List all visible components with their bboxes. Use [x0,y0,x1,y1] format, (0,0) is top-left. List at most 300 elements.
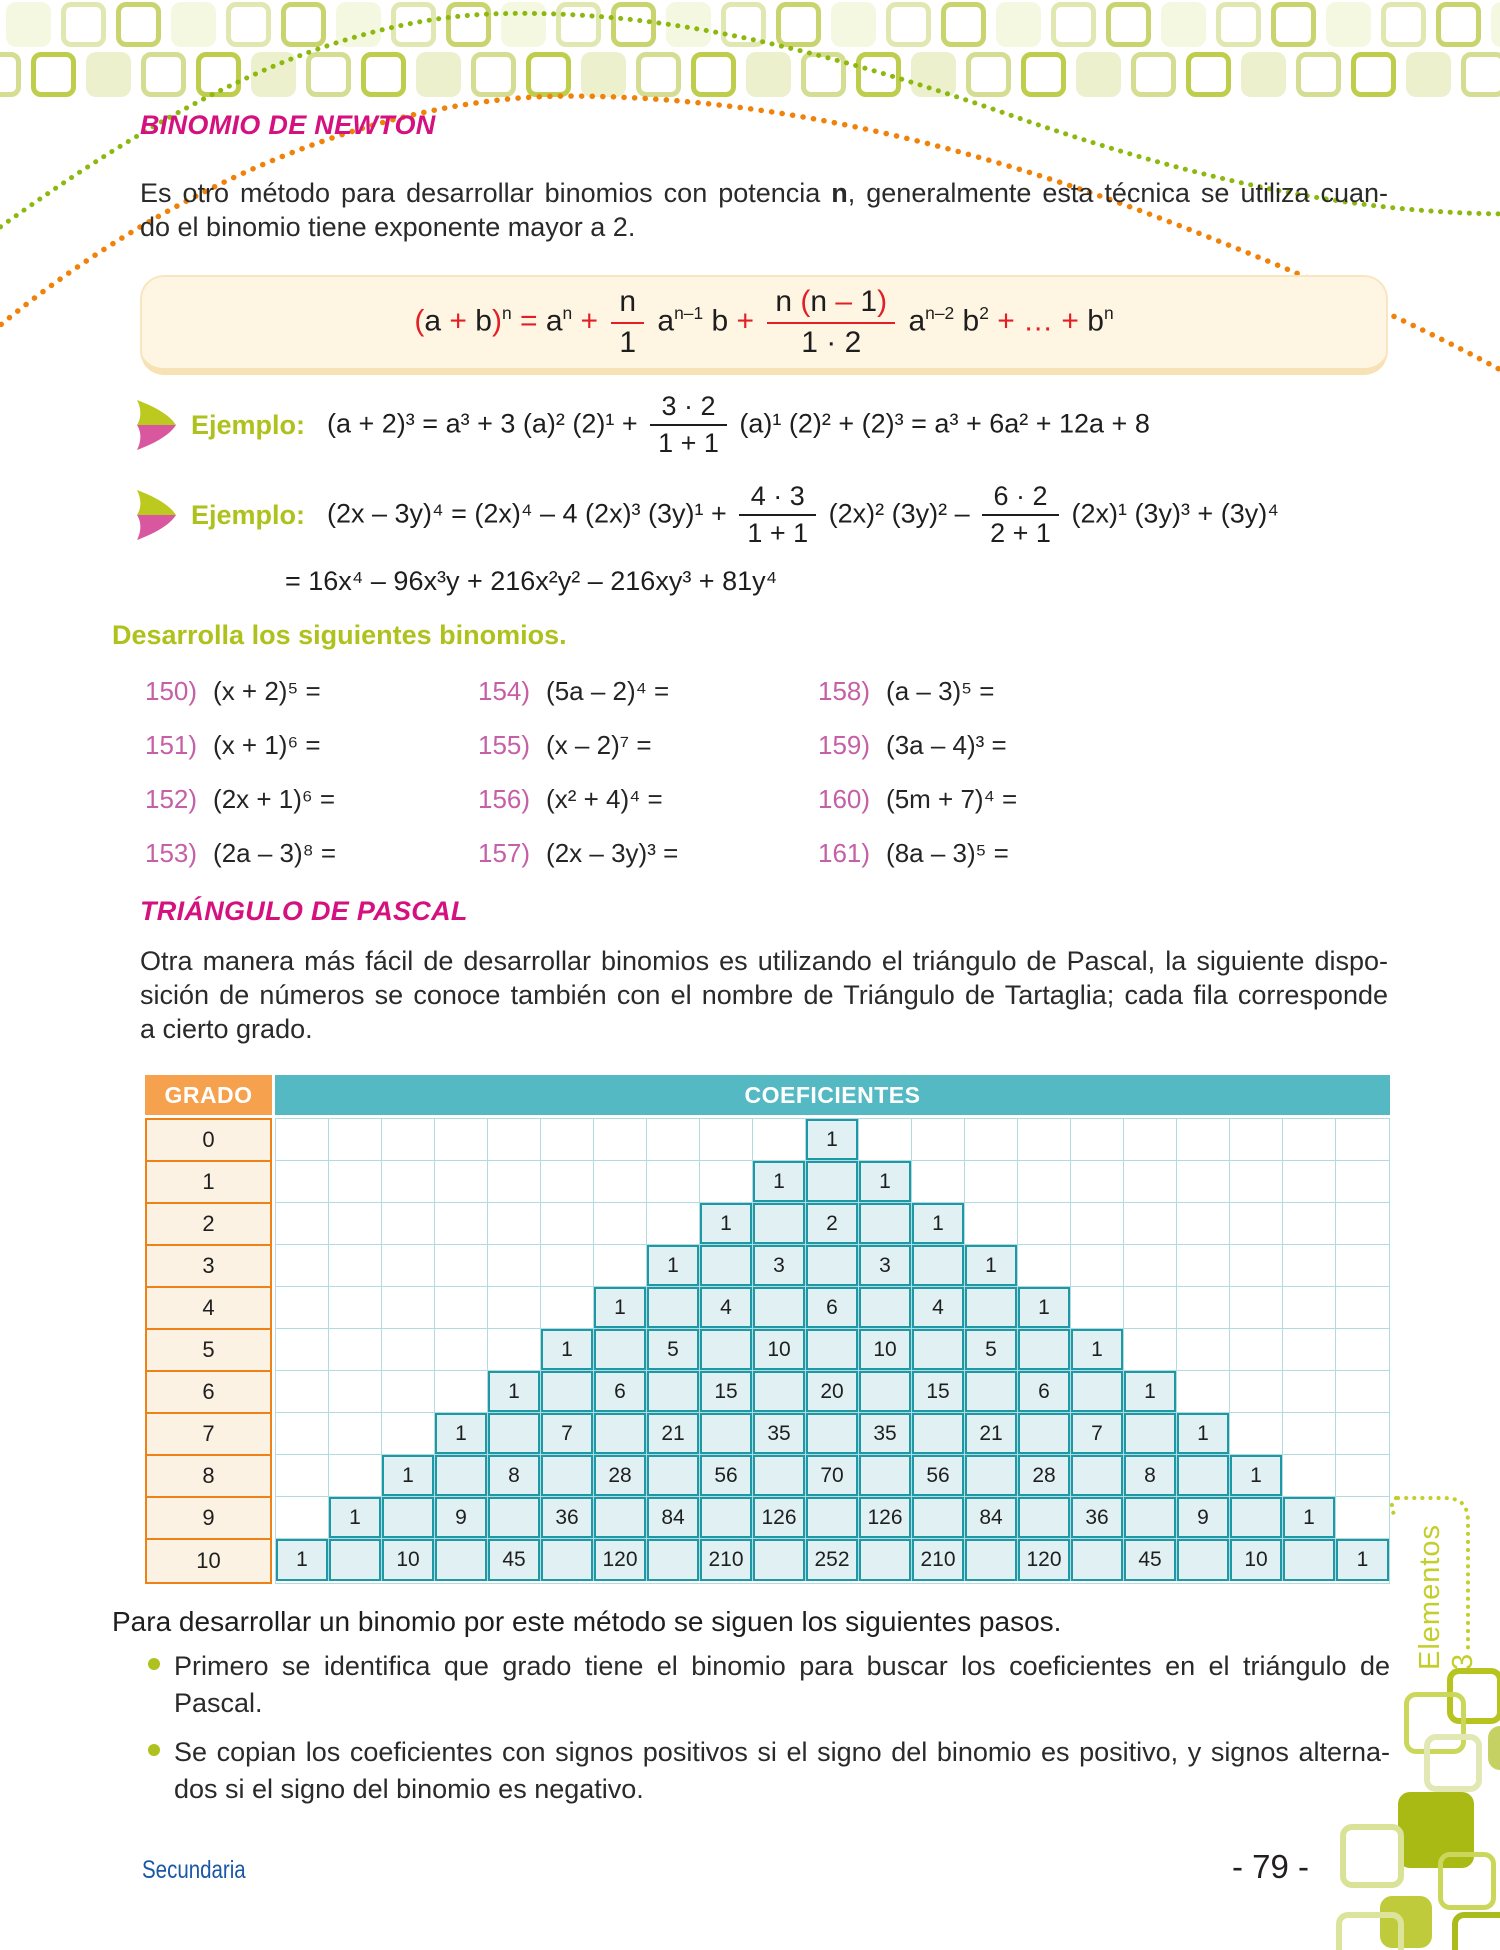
coef-cell-filled: 10 [1230,1539,1283,1581]
coef-cell [1124,1287,1177,1329]
coef-cell [382,1245,435,1287]
coef-cell [276,1287,329,1329]
coef-cell [382,1287,435,1329]
coef-cell-filled: 3 [859,1245,912,1287]
coef-cell-filled: 1 [594,1287,647,1329]
coef-cell [1071,1203,1124,1245]
coef-cell [382,1161,435,1203]
decor-square [1381,2,1426,47]
coef-cell-filled: 210 [912,1539,965,1581]
coef-cell [329,1455,382,1497]
coef-cell [1336,1413,1389,1455]
coef-cell [541,1203,594,1245]
decor-square [1438,1852,1496,1910]
decor-square [306,52,351,97]
decor-square [1488,1726,1500,1770]
coef-cell [329,1161,382,1203]
coef-cell [1071,1245,1124,1287]
coef-cell [1177,1245,1230,1287]
decor-square [776,2,821,47]
coef-cell-filled [912,1497,965,1539]
exercise-expression: (x – 2)⁷ = [546,730,652,760]
coef-cell [965,1119,1018,1161]
exercise-item [145,784,336,838]
coef-cell [1336,1329,1389,1371]
coef-cell [276,1371,329,1413]
coef-cell [276,1203,329,1245]
coef-cell-filled [753,1539,806,1581]
coef-cell-filled: 35 [859,1413,912,1455]
coef-cell [1018,1161,1071,1203]
decor-square [1461,52,1500,97]
coef-cell [1283,1371,1336,1413]
exercise-item [478,730,678,784]
intro-paragraph [140,176,1388,244]
coef-cell [1336,1119,1389,1161]
coef-cell [435,1119,488,1161]
coef-cell-filled: 1 [753,1161,806,1203]
brand-secundaria: Secundaria [142,1856,246,1884]
grado-cell: 2 [147,1204,270,1246]
coef-cell [912,1119,965,1161]
coef-cell-filled: 2 [806,1203,859,1245]
coef-cell [594,1161,647,1203]
decor-square [691,52,736,97]
coefficients-grid [275,1118,1390,1584]
coef-cell-filled [700,1497,753,1539]
pascal-paragraph-line-2: sición de números se conoce también con el nombre de Triángulo de Tartaglia; cada fila corresponde [140,980,1388,1010]
decor-square [666,2,711,47]
decor-square [1161,2,1206,47]
coef-cell-filled [806,1413,859,1455]
coef-cell-filled [1124,1413,1177,1455]
exercise-column-3 [818,676,1017,892]
coef-cell-filled [1071,1539,1124,1581]
exercise-expression: (3a – 4)³ = [886,730,1007,760]
exercise-item [145,730,336,784]
coef-cell-filled: 252 [806,1539,859,1581]
coef-cell-filled [435,1455,488,1497]
coef-cell-filled: 126 [753,1497,806,1539]
example-label: Ejemplo: [191,499,306,530]
coef-cell-filled: 1 [1071,1329,1124,1371]
coef-cell [488,1161,541,1203]
coef-cell [1230,1329,1283,1371]
coef-cell [594,1203,647,1245]
coef-cell-filled [594,1329,647,1371]
decorative-band [0,0,1500,100]
decor-square [611,2,656,47]
coef-cell-filled [1018,1497,1071,1539]
exercise-number: 155) [478,730,531,760]
coef-cell [329,1119,382,1161]
exercise-expression: (5m + 7)⁴ = [886,784,1018,814]
grado-cell: 0 [147,1120,270,1162]
decor-square [1216,2,1261,47]
coef-cell-filled: 6 [1018,1371,1071,1413]
exercise-item [818,730,1017,784]
coef-cell [488,1329,541,1371]
coef-cell-filled: 15 [700,1371,753,1413]
newton-formula: $(a + b)^n = a^n$ + $\frac{n}{1}$ $a^{n-1}$ b + $\frac{n (n - 1)}{1 \cdot 2}$ $a^{n-2}$ $b^2$ + … + $b^n$ [414,285,1114,359]
coef-cell-filled: 45 [1124,1539,1177,1581]
exercise-expression: (x + 1)⁶ = [213,730,321,760]
coef-cell-filled: 1 [435,1413,488,1455]
decor-square [391,2,436,47]
coef-cell-filled: 6 [594,1371,647,1413]
decor-square [361,52,406,97]
decor-square [1076,52,1121,97]
coef-cell-filled [1177,1455,1230,1497]
coef-cell-filled [965,1455,1018,1497]
intro-line-1-text: Es otro método para desarrollar binomios con potencia [140,178,832,208]
exercise-item [145,838,336,892]
intro-line-1-tail: , generalmente esta técnica se utiliza cuan- [847,178,1389,208]
decor-square [281,2,326,47]
exercise-number: 153) [145,838,198,868]
coef-cell [1230,1245,1283,1287]
pascal-paragraph-line-3: a cierto grado. [140,1014,313,1044]
decor-square [86,52,131,97]
coef-cell [1283,1161,1336,1203]
coef-cell [541,1119,594,1161]
coef-cell [541,1161,594,1203]
coef-cell-filled [859,1371,912,1413]
decor-square [856,52,901,97]
coef-cell-filled [965,1287,1018,1329]
coef-cell [1124,1245,1177,1287]
exercise-expression: (2x – 3y)³ = [546,838,679,868]
coef-cell [1177,1371,1230,1413]
coef-cell-filled: 1 [541,1329,594,1371]
decor-square [61,2,106,47]
coef-cell-filled: 1 [859,1161,912,1203]
decor-square [721,2,766,47]
grado-cell: 8 [147,1456,270,1498]
coef-cell-filled [806,1497,859,1539]
coef-cell-filled: 126 [859,1497,912,1539]
coef-cell [1336,1455,1389,1497]
coef-cell [329,1371,382,1413]
exercise-item [478,676,678,730]
coef-cell-filled [1177,1539,1230,1581]
decor-square [941,2,986,47]
decor-square [801,52,846,97]
coef-cell-filled: 4 [912,1287,965,1329]
coef-cell-filled [912,1245,965,1287]
bullet-1-line-1: Primero se identifica que grado tiene el binomio para buscar los coeficientes en el triángulo de [174,1651,1390,1681]
coef-cell [753,1119,806,1161]
coef-cell-filled [806,1245,859,1287]
coef-cell-filled [1283,1539,1336,1581]
exercise-number: 152) [145,784,198,814]
bullet-icon [148,1744,160,1756]
coef-cell-filled: 1 [912,1203,965,1245]
section-title-binomio: BINOMIO DE NEWTON [140,110,436,140]
grado-column [145,1118,272,1584]
exercise-item [478,784,678,838]
coef-cell [912,1161,965,1203]
coef-cell-filled: 1 [1283,1497,1336,1539]
example-formula-2-result: = 16x⁴ – 96x³y + 216x²y² – 216xy³ + 81y⁴ [285,566,778,596]
decor-square [1131,52,1176,97]
coef-cell-filled: 45 [488,1539,541,1581]
coef-cell-filled: 120 [1018,1539,1071,1581]
bullet-item-2 [148,1734,1390,1808]
coef-cell-filled: 36 [541,1497,594,1539]
decor-square [636,52,681,97]
coef-cell-filled: 120 [594,1539,647,1581]
coef-cell [1283,1203,1336,1245]
coef-cell-filled [965,1371,1018,1413]
decor-square [996,2,1041,47]
decor-square [1351,52,1396,97]
coef-cell-filled [912,1329,965,1371]
coef-cell [435,1245,488,1287]
coef-cell-filled [859,1539,912,1581]
grado-cell: 5 [147,1330,270,1372]
bullet-text-2 [174,1734,1390,1808]
coef-cell-filled [965,1539,1018,1581]
coef-cell [1071,1287,1124,1329]
exercise-number: 157) [478,838,531,868]
coef-cell-filled [912,1413,965,1455]
coef-cell-filled [806,1161,859,1203]
section-title-pascal: TRIÁNGULO DE PASCAL [140,896,468,926]
decor-square [116,2,161,47]
bullet-2-line-2: dos si el signo del binomio es negativo. [174,1774,644,1804]
coef-cell-filled: 1 [329,1497,382,1539]
pascal-table [145,1075,1390,1584]
coef-cell [1283,1413,1336,1455]
example-row-2 [133,482,1279,548]
coeficientes-header: COEFICIENTES [275,1075,1390,1115]
decor-square [416,52,461,97]
coef-cell-filled: 6 [806,1287,859,1329]
coef-cell-filled [647,1287,700,1329]
coef-cell-filled: 1 [806,1119,859,1161]
coef-cell [1018,1119,1071,1161]
decor-square [1436,2,1481,47]
coef-cell-filled: 7 [1071,1413,1124,1455]
intro-line-2: do el binomio tiene exponente mayor a 2. [140,212,636,242]
decor-square [1186,52,1231,97]
coef-cell-filled [488,1413,541,1455]
decor-square [746,52,791,97]
instruction-heading: Desarrolla los siguientes binomios. [112,620,567,650]
decor-square [31,52,76,97]
coef-cell-filled [859,1455,912,1497]
decor-square [171,2,216,47]
intro-line-1 [140,176,1388,210]
coef-cell [965,1161,1018,1203]
coef-cell [1071,1161,1124,1203]
decor-square [251,52,296,97]
exercise-expression: (2a – 3)⁸ = [213,838,337,868]
coef-cell [647,1203,700,1245]
decor-square [226,2,271,47]
decor-square [501,2,546,47]
coef-cell-filled: 210 [700,1539,753,1581]
newton-formula-box [140,275,1388,375]
coef-cell [1230,1413,1283,1455]
coef-cell-filled [541,1371,594,1413]
coef-cell-filled: 15 [912,1371,965,1413]
coef-cell [1230,1371,1283,1413]
coef-cell [1336,1497,1389,1539]
pascal-paragraph-line-1: Otra manera más fácil de desarrollar binomios es utilizando el triángulo de Pascal, la siguiente dispo- [140,946,1388,976]
coef-cell [1177,1161,1230,1203]
decor-square [1021,52,1066,97]
pascal-paragraph [140,944,1388,1046]
coef-cell [276,1455,329,1497]
side-label-elementos: Elementos 3 [1414,1523,1479,1670]
decor-square [911,52,956,97]
coef-cell [382,1329,435,1371]
decor-square [886,2,931,47]
coef-cell-filled [1071,1371,1124,1413]
exercise-number: 160) [818,784,871,814]
coef-cell [1018,1245,1071,1287]
bullet-text-1 [174,1648,1390,1722]
decor-square [1452,1912,1500,1950]
coef-cell-filled [488,1497,541,1539]
chevron-icon [133,399,177,451]
coef-cell [700,1161,753,1203]
grado-cell: 1 [147,1162,270,1204]
coef-cell-filled: 84 [965,1497,1018,1539]
decor-square [1051,2,1096,47]
coef-cell [1124,1329,1177,1371]
coef-cell [276,1245,329,1287]
coef-cell-filled [647,1371,700,1413]
coef-cell [1124,1119,1177,1161]
coef-cell [1283,1287,1336,1329]
coef-cell-filled: 9 [1177,1497,1230,1539]
pascal-table-header [145,1075,1390,1115]
decor-square [471,52,516,97]
coef-cell-filled: 56 [700,1455,753,1497]
coef-cell-filled [541,1455,594,1497]
coef-cell [435,1161,488,1203]
coef-cell-filled: 10 [382,1539,435,1581]
coef-cell-filled [1018,1329,1071,1371]
coef-cell [1230,1161,1283,1203]
decor-square [1340,1824,1404,1888]
bullet-icon [148,1658,160,1670]
coef-cell [488,1203,541,1245]
chevron-icon [133,489,177,541]
coef-cell-filled [541,1539,594,1581]
coef-cell [594,1119,647,1161]
decor-square [1241,52,1286,97]
coef-cell-filled [753,1455,806,1497]
decor-square [526,52,571,97]
bullet-item-1 [148,1648,1390,1722]
coef-cell [594,1245,647,1287]
coef-cell [276,1329,329,1371]
coef-cell [1283,1119,1336,1161]
coef-cell-filled [647,1539,700,1581]
coef-cell [1177,1329,1230,1371]
coef-cell [435,1203,488,1245]
coef-cell [435,1371,488,1413]
coef-cell-filled [1071,1455,1124,1497]
coef-cell [1177,1203,1230,1245]
coef-cell [1018,1203,1071,1245]
decor-square [831,2,876,47]
decor-square [1271,2,1316,47]
coef-cell [965,1203,1018,1245]
coef-cell-filled [859,1203,912,1245]
exercise-expression: (5a – 2)⁴ = [546,676,670,706]
exercise-expression: (a – 3)⁵ = [886,676,995,706]
decor-square [1406,52,1451,97]
coef-cell [276,1161,329,1203]
page-number: - 79 - [1232,1848,1310,1885]
coef-cell-filled [1124,1497,1177,1539]
coef-cell-filled: 1 [1124,1371,1177,1413]
decor-square [196,52,241,97]
coef-cell-filled: 21 [965,1413,1018,1455]
coef-cell [488,1287,541,1329]
example-row-1 [133,392,1150,458]
band-row [0,2,1500,47]
coef-cell [1124,1161,1177,1203]
exercise-column-1 [145,676,336,892]
grado-cell: 3 [147,1246,270,1288]
decor-square [966,52,1011,97]
coef-cell-filled [1230,1497,1283,1539]
coef-cell [382,1413,435,1455]
decor-square [141,52,186,97]
coef-cell-filled [647,1455,700,1497]
coef-cell-filled: 8 [1124,1455,1177,1497]
exercise-number: 159) [818,730,871,760]
coef-cell-filled: 1 [965,1245,1018,1287]
coef-cell-filled [859,1287,912,1329]
example-label: Ejemplo: [191,409,306,440]
coef-cell [382,1119,435,1161]
coef-cell-filled [700,1245,753,1287]
decor-square [1336,1912,1404,1950]
coef-cell-filled: 20 [806,1371,859,1413]
grado-cell: 10 [196,1548,221,1573]
example-formula-2: (2x – 3y)⁴ = (2x)⁴ – 4 (2x)³ (3y)¹ + $\frac{4 \cdot 3}{1 + 1}$ (2x)² (3y)² – $\frac{6 \cdot 2}{2 + 1}$ (2x)¹ (3y)³ + (3y)⁴ [327,481,1279,549]
exercise-number: 161) [818,838,871,868]
coef-cell [276,1497,329,1539]
coef-cell-filled [1018,1413,1071,1455]
exercise-expression: (x + 2)⁵ = [213,676,321,706]
coef-cell-filled: 7 [541,1413,594,1455]
decor-square [1326,2,1371,47]
coef-cell [541,1245,594,1287]
coef-cell-filled: 1 [1230,1455,1283,1497]
pascal-table-body [145,1118,1390,1584]
coef-cell [488,1245,541,1287]
coef-cell-filled: 4 [700,1287,753,1329]
coef-cell-filled: 1 [382,1455,435,1497]
coef-cell [647,1161,700,1203]
coef-cell-filled: 1 [1018,1287,1071,1329]
coef-cell-filled: 1 [1336,1539,1389,1581]
decor-square [1424,1734,1482,1792]
coef-cell-filled [753,1203,806,1245]
coef-cell [1230,1287,1283,1329]
exercise-expression: (x² + 4)⁴ = [546,784,663,814]
decor-square [336,2,381,47]
exercise-expression: (2x + 1)⁶ = [213,784,336,814]
